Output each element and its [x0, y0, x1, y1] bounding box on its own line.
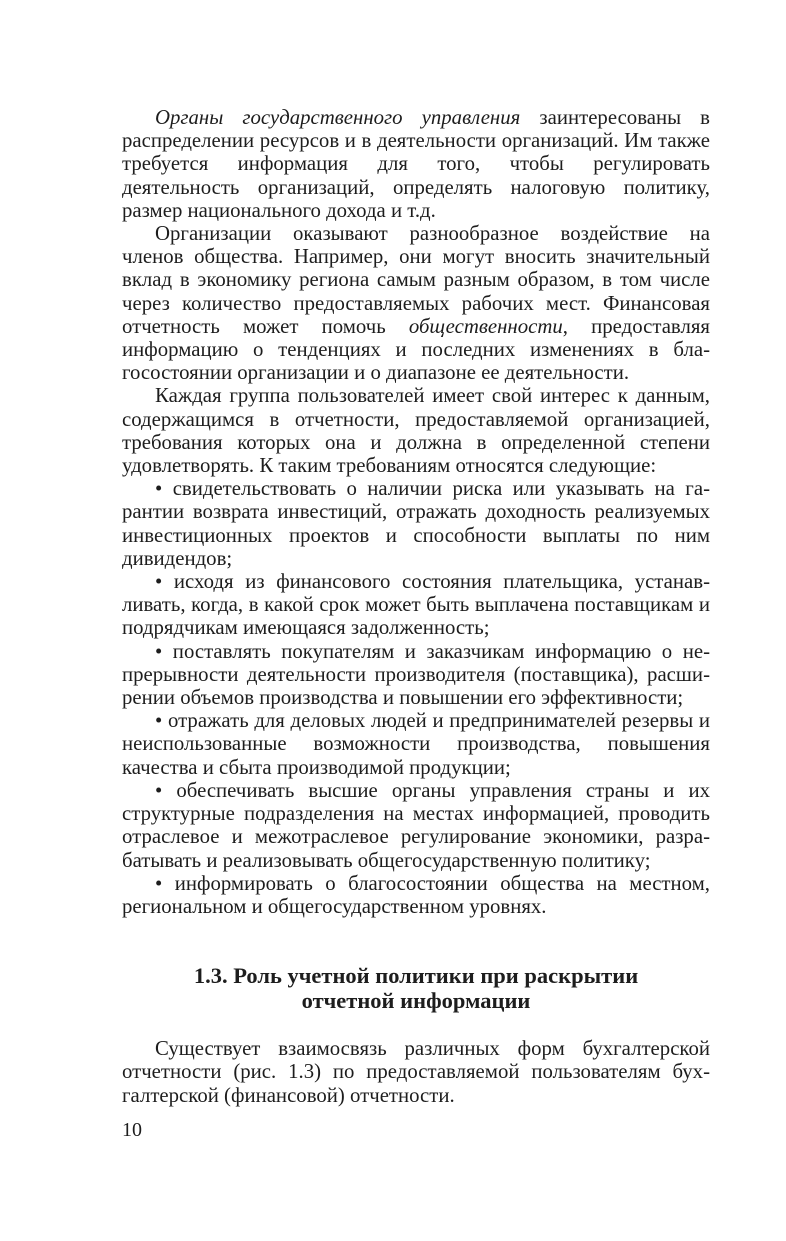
page-body [122, 106, 710, 1107]
section-heading-line-2: отчетной информации [301, 988, 531, 1014]
list-item: • обеспечивать высшие органы управления страны и их структурные подразделения на местах информацией, проводить отраслевое и межотраслевое регулирование экономики, разрабатывать и реализовывать общегосударственную политику; [122, 778, 710, 872]
section-heading [122, 963, 710, 1013]
paragraph-closing: Существует взаимосвязь различных форм бухгалтерской отчетности (рис. 1.3) по предоставляемой пользователям бухгалтерской (финансовой) отчетности. [122, 1037, 710, 1107]
page-number: 10 [122, 1119, 142, 1141]
paragraph-organizations [122, 222, 710, 384]
paragraph-text: , предоставляя информацию о тенденциях и последних изменениях в благосостоянии организации и о диапазоне ее деятельности. [122, 314, 710, 385]
paragraph-government [122, 106, 710, 222]
list-item: • информировать о благосостоянии общества на местном, региональном и общегосударственном уровнях. [122, 871, 710, 918]
italic-term-government: Органы государственного управления [155, 106, 521, 129]
section-heading-line-1: 1.3. Роль учетной политики при раскрытии [193, 963, 639, 989]
paragraph-text: Организации оказывают разнообразное воздействие на членов общества. Например, они могут вносить значительный вклад в экономику региона самым разным образом, в том числе через количество предоставляемых рабочих мест. Финансовая отчетность может помочь [122, 222, 710, 338]
list-item: • поставлять покупателям и заказчикам информацию о непрерывности деятельности производителя (поставщика), расширении объемов производства и повышении его эффективности; [122, 639, 710, 710]
paragraph-text: заинтересованы в распределении ресурсов и в деятельности организаций. Им также требуется информация для того, чтобы регулировать деятельность организаций, определять налоговую политику, размер национального дохода и т.д. [122, 106, 710, 222]
paragraph-user-groups: Каждая группа пользователей имеет свой интерес к данным, содержащимся в отчетности, предоставляемой организацией, требования которых она и должна в определенной степени удовлетворять. К таким требованиям относятся следующие: [122, 384, 710, 478]
italic-term-public: общественности [408, 314, 563, 338]
list-item: • исходя из финансового состояния плательщика, устанавливать, когда, в какой срок может быть выплачена поставщикам и подрядчикам имеющаяся задолженность; [122, 570, 710, 640]
list-item: • отражать для деловых людей и предпринимателей резервы и неиспользованные возможности производства, повышения качества и сбыта производимой продукции; [122, 709, 710, 779]
list-item: • свидетельствовать о наличии риска или указывать на гарантии возврата инвестиций, отражать доходность реализуемых инвестиционных проектов и способности выплаты по ним дивидендов; [122, 477, 710, 570]
